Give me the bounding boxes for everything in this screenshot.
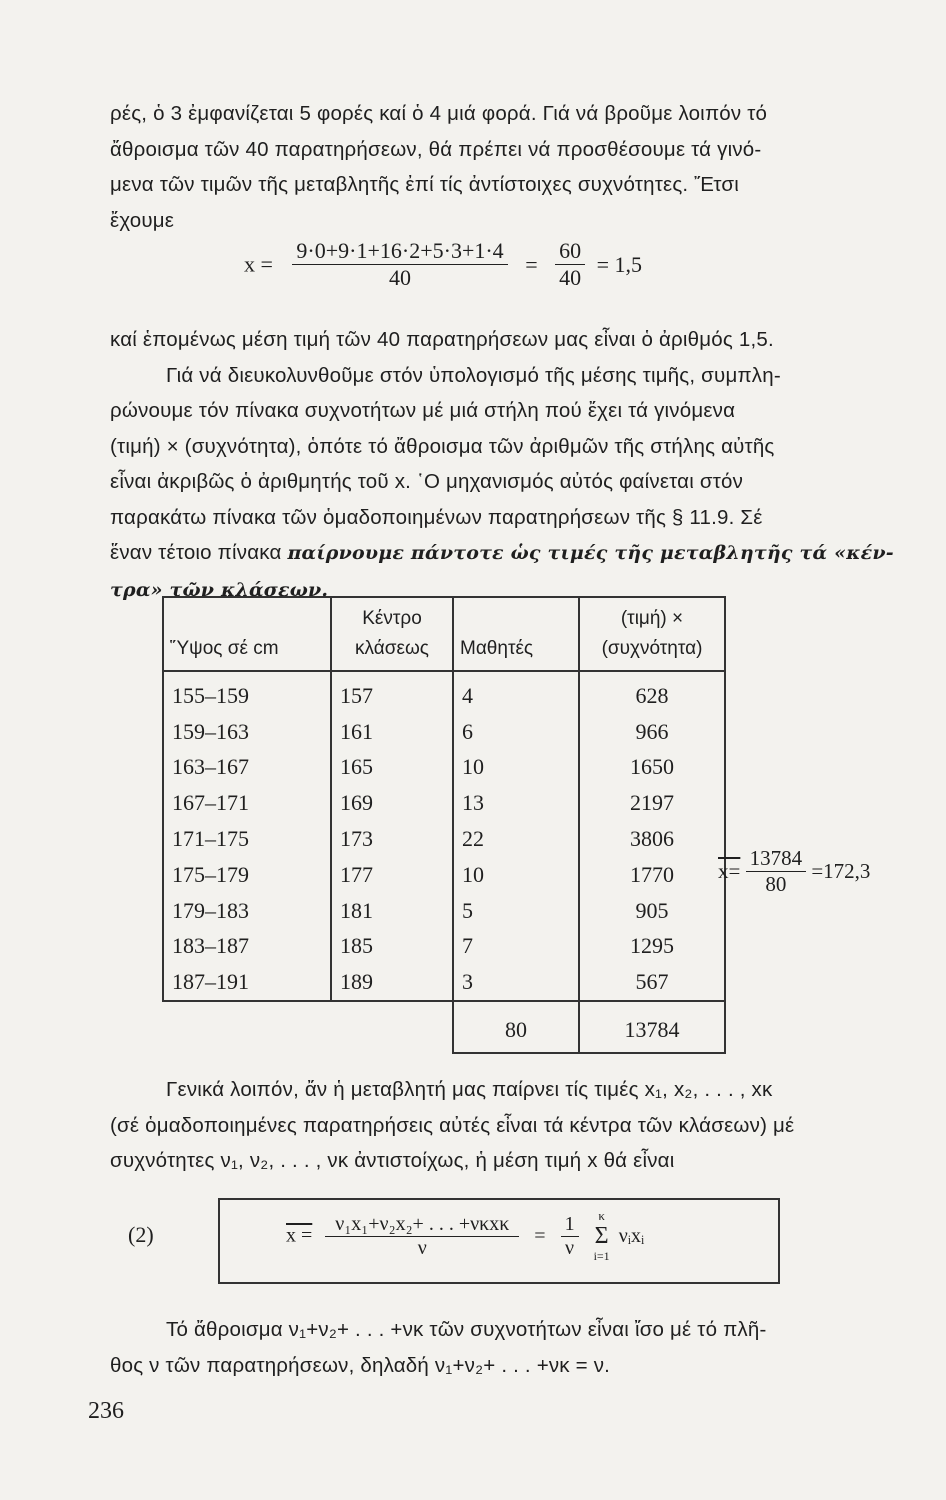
header-students: Μαθητές: [453, 597, 579, 671]
eq1-denominator: 40: [389, 265, 412, 290]
cell-class-center: 173: [331, 821, 453, 857]
emphasis-text: παίρνουμε πάντοτε ὡς τιμές τῆς μεταβλητῆς τά «κέν-: [287, 542, 894, 564]
cell-students: 6: [453, 714, 579, 750]
table-row: [163, 893, 725, 929]
explanation-paragraph: [110, 322, 910, 608]
cell-students: 3: [453, 964, 579, 1001]
general-paragraph: [110, 1072, 910, 1179]
eq1-numerator: 9·0+9·1+16·2+5·3+1·4: [292, 238, 507, 265]
side-eq-fraction: [746, 846, 807, 897]
side-eq-numerator: 13784: [746, 846, 807, 872]
cell-students: 13: [453, 785, 579, 821]
cell-students: 4: [453, 671, 579, 714]
eq2-one-over-nu: [561, 1213, 579, 1260]
cell-product: 1295: [579, 929, 725, 965]
eq2-fraction: [325, 1213, 519, 1260]
table-row: [163, 785, 725, 821]
cell-students: 22: [453, 821, 579, 857]
cell-product: 567: [579, 964, 725, 1001]
cell-class-center: 169: [331, 785, 453, 821]
side-eq-lhs: x=: [718, 859, 741, 883]
frequency-table: [162, 596, 726, 1054]
cell-height-range: 155–159: [163, 671, 331, 714]
table-total-row: [163, 1001, 725, 1053]
side-mean-equation: [718, 846, 870, 897]
eq2-nu: ν: [565, 1236, 575, 1259]
eq1-fraction: [292, 238, 507, 291]
eq1-lhs: x =: [244, 251, 273, 277]
general-mean-formula: [286, 1208, 644, 1264]
header-height: Ὕψος σέ cm: [163, 597, 331, 671]
general-mean-formula-box: [218, 1198, 780, 1284]
table-row: [163, 821, 725, 857]
cell-students: 5: [453, 893, 579, 929]
text-line: (τιμή) × (συχνότητα), ὁπότε τό ἄθροισμα τῶν ἀριθμῶν τῆς στήλης αὐτῆς: [110, 434, 775, 458]
sum-lower: i=1: [593, 1249, 610, 1263]
cell-product: 628: [579, 671, 725, 714]
intro-paragraph: [110, 96, 910, 238]
text-line: εἶναι ἀκριβῶς ὁ ἀριθμητής τοῦ x. ῾Ο μηχανισμός αὐτός φαίνεται στόν: [110, 470, 744, 493]
text-line: ἔχουμε: [110, 208, 175, 232]
table-row: [163, 714, 725, 750]
mean-equation-1: x = $\frac{9\cdot 0+9\cdot 1+16\cdot 2+5\cdot 3+1\cdot 4}{40}$ = $\frac{60}{40}$ = 1,5: [244, 238, 643, 290]
cell-height-range: 171–175: [163, 821, 331, 857]
side-eq-result: =172,3: [811, 859, 871, 883]
cell-class-center: 189: [331, 964, 453, 1001]
text-line: Γιά νά διευκολυνθοῦμε στόν ὑπολογισμό τῆς μέσης τιμῆς, συμπλη-: [166, 363, 781, 387]
cell-product: 2197: [579, 785, 725, 821]
text-line: (σέ ὁμαδοποιημένες παρατηρήσεις αὐτές εἶναι τά κέντρα τῶν κλάσεων) μέ: [110, 1113, 795, 1137]
table-row: [163, 929, 725, 965]
text-line: μενα τῶν τιμῶν τῆς μεταβλητῆς ἐπί τίς ἀντίστοιχες συχνότητες. Ἔτσι: [110, 173, 740, 196]
emphasis-text: τρα» τῶν κλάσεων.: [110, 578, 329, 601]
total-product: 13784: [579, 1001, 725, 1053]
sum-sigma: Σ: [594, 1223, 609, 1249]
text-line: θος ν τῶν παρατηρήσεων, δηλαδή ν₁+ν₂+ . . . +νκ = ν.: [110, 1353, 611, 1377]
cell-height-range: 163–167: [163, 750, 331, 786]
eq1-result: = 1,5: [596, 251, 643, 277]
cell-class-center: 165: [331, 750, 453, 786]
cell-product: 966: [579, 714, 725, 750]
text-line: καί ἑπομένως μέση τιμή τῶν 40 παρατηρήσεων μας εἶναι ὁ ἀριθμός 1,5.: [110, 328, 774, 351]
text-line: ρές, ὁ 3 ἐμφανίζεται 5 φορές καί ὁ 4 μιά φορά. Γιά νά βροῦμε λοιπόν τό: [110, 102, 768, 125]
cell-height-range: 175–179: [163, 857, 331, 893]
text-line: Τό ἄθροισμα ν₁+ν₂+ . . . +νκ τῶν συχνοτήτων εἶναι ἴσο μέ τό πλῆ-: [166, 1318, 767, 1341]
cell-class-center: 185: [331, 929, 453, 965]
eq2-lhs: x =: [286, 1224, 313, 1247]
total-students: 80: [453, 1001, 579, 1053]
text-line: συχνότητες ν₁, ν₂, . . . , νκ ἀντιστοίχως, ἡ μέση τιμή x θά εἶναι: [110, 1149, 675, 1172]
text-line: παρακάτω πίνακα τῶν ὁμαδοποιημένων παρατηρήσεων τῆς § 11.9. Σέ: [110, 505, 763, 529]
cell-class-center: 157: [331, 671, 453, 714]
text-line: ρώνουμε τόν πίνακα συχνοτήτων μέ μιά στήλη πού ἔχει τά γινόμενα: [110, 399, 736, 422]
eq2-one: 1: [561, 1213, 579, 1237]
table-header-row: [163, 597, 725, 671]
cell-product: 3806: [579, 821, 725, 857]
sum-operator: [594, 1208, 610, 1264]
cell-height-range: 167–171: [163, 785, 331, 821]
sum-upper: κ: [598, 1208, 605, 1223]
eq1-denominator-2: 40: [559, 265, 582, 290]
sum-term: νᵢxᵢ: [618, 1224, 645, 1247]
cell-class-center: 161: [331, 714, 453, 750]
page-number: 236: [88, 1398, 124, 1424]
text-line: ἄθροισμα τῶν 40 παρατηρήσεων, θά πρέπει νά προσθέσουμε τά γινό-: [110, 137, 762, 161]
cell-product: 905: [579, 893, 725, 929]
eq2-denominator: ν: [417, 1236, 427, 1259]
eq1-fraction-2: [555, 238, 585, 291]
cell-product: 1650: [579, 750, 725, 786]
cell-height-range: 183–187: [163, 929, 331, 965]
eq2-numerator: ν₁x₁+ν₂x₂+ . . . +νκxκ: [325, 1213, 519, 1237]
cell-class-center: 181: [331, 893, 453, 929]
cell-height-range: 187–191: [163, 964, 331, 1001]
header-product: (τιμή) × (συχνότητα): [579, 597, 725, 671]
table-row: [163, 671, 725, 714]
cell-students: 7: [453, 929, 579, 965]
eq1-numerator-2: 60: [555, 238, 585, 265]
cell-product: 1770: [579, 857, 725, 893]
table-row: [163, 964, 725, 1001]
text-line: [110, 535, 910, 572]
equation-label: (2): [128, 1222, 154, 1247]
cell-height-range: 159–163: [163, 714, 331, 750]
eq2-equals: =: [534, 1224, 546, 1247]
sum-paragraph: [110, 1312, 910, 1383]
table-row: [163, 857, 725, 893]
table-row: [163, 750, 725, 786]
cell-students: 10: [453, 857, 579, 893]
cell-height-range: 179–183: [163, 893, 331, 929]
cell-students: 10: [453, 750, 579, 786]
text-line-prefix: ἕναν τέτοιο πίνακα: [110, 541, 288, 564]
header-class-center: Κέντρο κλάσεως: [331, 597, 453, 671]
side-eq-denominator: 80: [765, 872, 787, 896]
text-line: Γενικά λοιπόν, ἄν ἡ μεταβλητή μας παίρνει τίς τιμές x₁, x₂, . . . , xκ: [166, 1078, 773, 1101]
cell-class-center: 177: [331, 857, 453, 893]
